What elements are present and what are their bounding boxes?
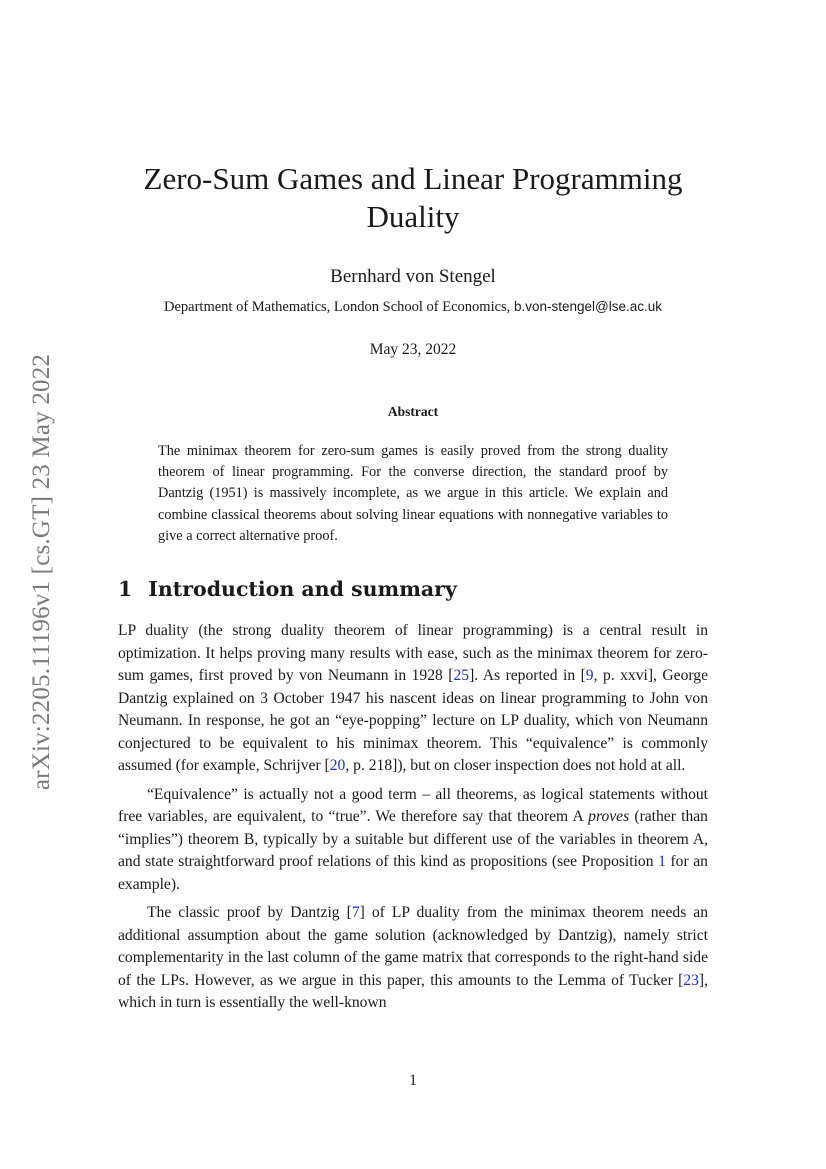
proposition-link[interactable]: 1 xyxy=(658,853,666,870)
citation-link[interactable]: 7 xyxy=(351,904,360,921)
citation-link[interactable]: 23 xyxy=(683,971,699,989)
author-name: Bernhard von Stengel xyxy=(330,266,496,287)
text-run: “Equivalence” is actually not a good term – all theorems, as logical statements without free variables, are equivalent, to “true”. We therefore say that theorem A xyxy=(118,785,708,825)
citation-link[interactable]: 9 xyxy=(585,667,594,684)
text-run: ] of LP duality from the minimax theorem needs an additional assumption about the game solution (acknowledged by Dantzig), namely strict complementarity in the last column of the game matrix that corresponds to the right-hand side of the LPs. However, as we argue in this paper, this amounts to the Lemma of Tucker [ xyxy=(118,904,709,989)
paper-date: May 23, 2022 xyxy=(369,341,457,358)
abstract-body: The minimax theorem for zero-sum games is easily proved from the strong duality theorem of linear programming. For the converse direction, the standard proof by Dantzig (1951) is massively incomplete, as we argue in this article. We explain and combine classical theorems about solving linear equations with nonnegative variables to give a correct alternative proof. xyxy=(158,443,668,544)
text-run: , p. 218]), but on closer inspection does not hold at all. xyxy=(345,757,686,774)
section-title: Introduction and summary xyxy=(148,577,457,601)
text-run: for an example). xyxy=(118,853,708,893)
text-run: ], which in turn is essentially the well-known xyxy=(118,971,708,1011)
abstract-heading: Abstract xyxy=(387,404,439,419)
paragraph xyxy=(118,784,708,897)
text-run: LP duality (the strong duality theorem of linear programming) is a central result in optimization. It helps proving many results with ease, such as the minimax theorem for zero-sum games, first proved by von Neumann in 1928 [ xyxy=(118,622,708,684)
text-run: (rather than “implies”) theorem B, typically by a suitable but different use of the variables in theorem A, and state straightforward proof relations of this kind as propositions (see Proposition xyxy=(118,808,708,870)
arxiv-id: arXiv:2205.11196v1 [cs.GT] 23 May 2022 xyxy=(28,353,55,791)
affiliation xyxy=(100,299,726,316)
citation-link[interactable]: 25 xyxy=(453,667,470,684)
text-run: , p. xxvi], George Dantzig explained on 3 October 1947 his nascent ideas on linear programming to John von Neumann. In response, he got an “eye-popping” lecture on LP duality, which von Neumann conjectured to be equivalent to his minimax theorem. This “equivalence” is commonly assumed (for example, Schrijver [ xyxy=(118,667,708,774)
citation-link[interactable]: 20 xyxy=(329,757,346,774)
text-run: ]. As reported in [ xyxy=(469,667,586,684)
page-number: 1 xyxy=(409,1072,417,1089)
section-heading xyxy=(118,577,457,601)
text-run: The classic proof by Dantzig [ xyxy=(147,904,352,921)
body-text xyxy=(118,620,708,1021)
affiliation-text: Department of Mathematics, London School of Economics, xyxy=(164,299,511,315)
paper-title: Zero-Sum Games and Linear Programming Duality xyxy=(143,161,683,234)
emphasis: proves xyxy=(588,808,630,825)
arxiv-watermark xyxy=(22,324,62,820)
paragraph xyxy=(118,902,708,1015)
paragraph xyxy=(118,620,708,778)
author-email[interactable]: b.von-stengel@lse.ac.uk xyxy=(513,299,662,314)
section-number: 1 xyxy=(118,577,133,601)
